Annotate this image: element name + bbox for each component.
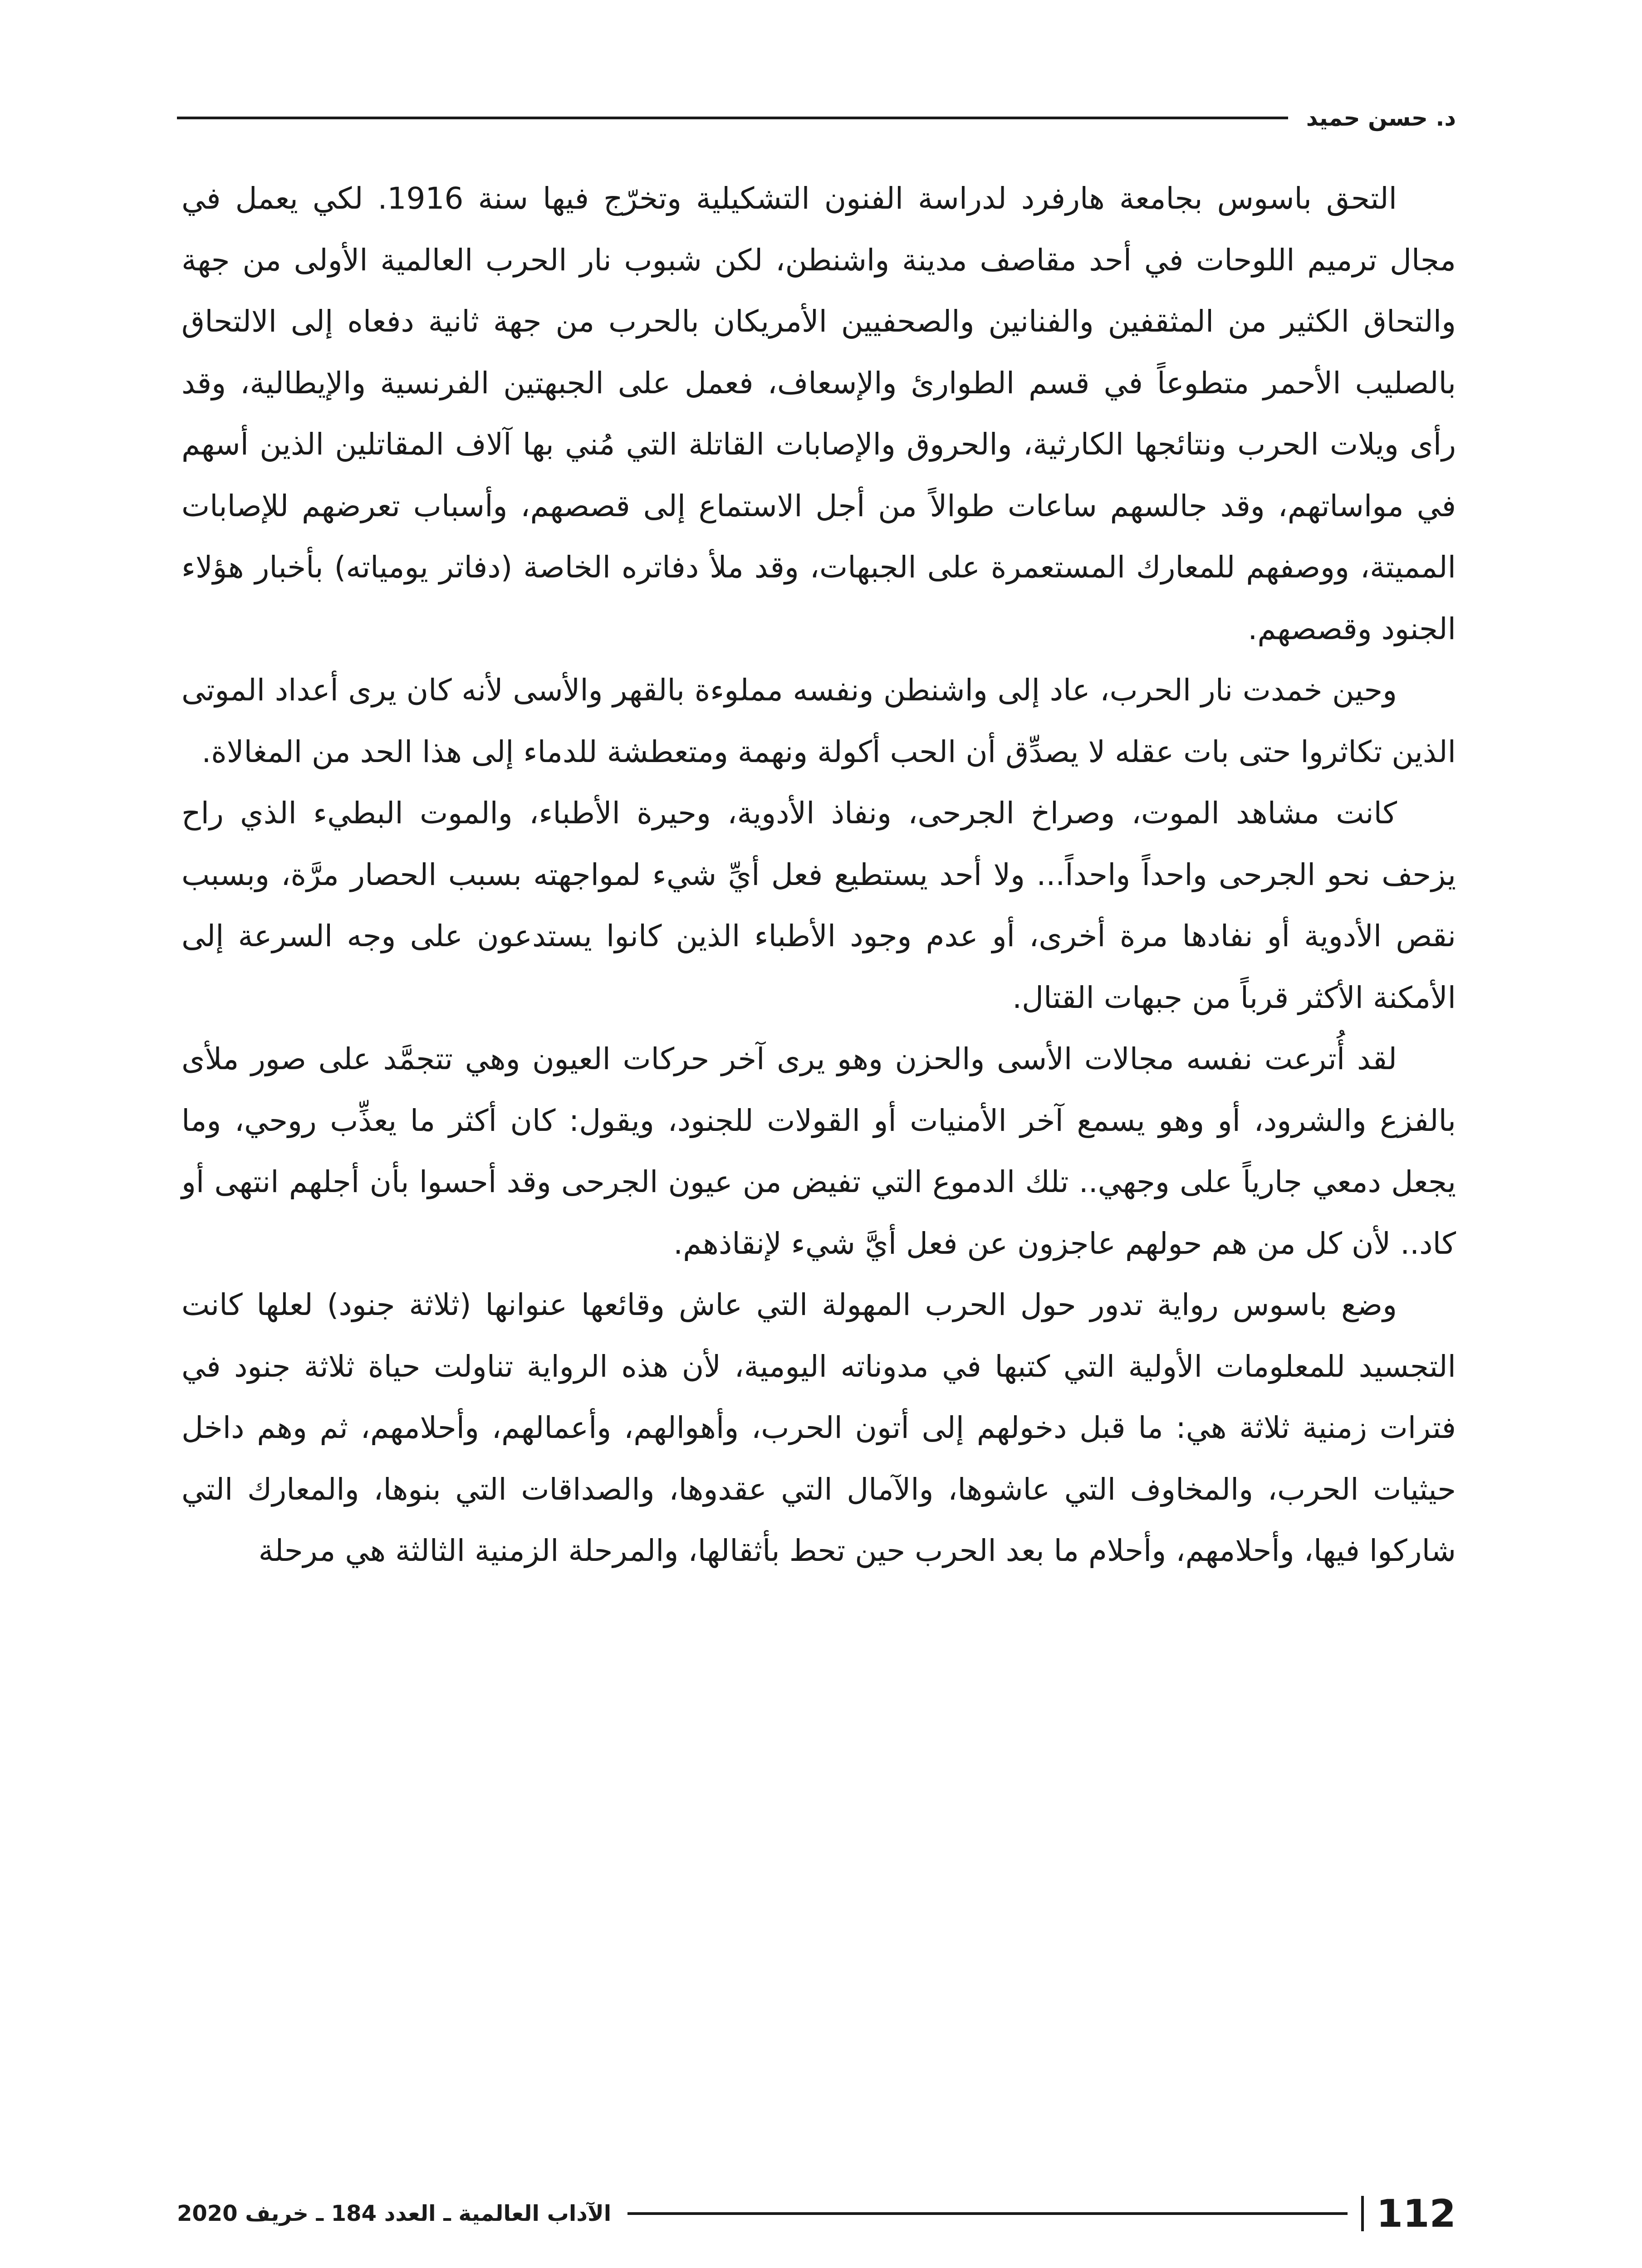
paragraph: لقد أُترعت نفسه مجالات الأسى والحزن وهو يرى آخر حركات العيون وهي تتجمَّد على صور ملأى بالفزع والشرود، أو وهو يسمع آخر الأمنيات أو القولات للجنود، ويقول: كان أكثر ما يعذِّب روحي، وما يجعل دمعي جارياً على وجهي.. تلك الدموع التي تفيض من عيون الجرحى وقد أحسوا بأن أجلهم انتهى أو كاد.. لأن كل من هم حولهم عاجزون عن فعل أيَّ شيء لإنقاذهم.	[181, 1041, 1456, 1261]
page-number: 112	[1376, 2191, 1456, 2236]
footer-rule	[627, 2212, 1347, 2215]
paragraph: كانت مشاهد الموت، وصراخ الجرحى، ونفاذ الأدوية، وحيرة الأطباء، والموت البطيء الذي راح يزحف نحو الجرحى واحداً واحداً... ولا أحد يستطيع فعل أيِّ شيء لمواجهته بسبب الحصار مرَّة، وبسبب نقص الأدوية أو نفادها مرة أخرى، أو عدم وجود الأطباء الذين كانوا يستدعون على وجه السرعة إلى الأمكنة الأكثر قرباً من جبهات القتال.	[181, 796, 1456, 1015]
header-author: د. حسن حميد	[1306, 105, 1456, 131]
footer-separator-bar	[1361, 2196, 1364, 2231]
paragraph: وحين خمدت نار الحرب، عاد إلى واشنطن ونفسه مملوءة بالقهر والأسى لأنه كان يرى أعداد الموتى الذين تكاثروا حتى بات عقله لا يصدِّق أن الحب أكولة ونهمة ومتعطشة للدماء إلى هذا الحد من المغالاة.	[181, 673, 1456, 769]
paragraph: وضع باسوس رواية تدور حول الحرب المهولة التي عاش وقائعها عنوانها (ثلاثة جنود) لعلها كانت التجسيد للمعلومات الأولية التي كتبها في مدوناته اليومية، لأن هذه الرواية تناولت حياة ثلاثة جنود في فترات زمنية ثلاثة هي: ما قبل دخولهم إلى أتون الحرب، وأهوالهم، وأعمالهم، وأحلامهم، ثم وهم داخل حيثيات الحرب، والمخاوف التي عاشوها، والآمال التي عقدوها، والصداقات التي بنوها، والمعارك التي شاركوا فيها، وأحلامهم، وأحلام ما بعد الحرب حين تحط بأثقالها، والمرحلة الزمنية الثالثة هي مرحلة	[181, 1287, 1456, 1568]
page-footer	[177, 2189, 1456, 2239]
journal-issue-label: الآداب العالمية ـ العدد 184 ـ خريف 2020	[177, 2201, 612, 2226]
paragraph: التحق باسوس بجامعة هارفرد لدراسة الفنون التشكيلية وتخرّج فيها سنة 1916. لكي يعمل في مجال ترميم اللوحات في أحد مقاصف مدينة واشنطن، لكن شبوب نار الحرب العالمية الأولى من جهة والتحاق الكثير من المثقفين والفنانين والصحفيين الأمريكان بالحرب من جهة ثانية دفعاه إلى الالتحاق بالصليب الأحمر متطوعاً في قسم الطوارئ والإسعاف، فعمل على الجبهتين الفرنسية والإيطالية، وقد رأى ويلات الحرب ونتائجها الكارثية، والحروق والإصابات القاتلة التي مُني بها آلاف المقاتلين الذين أسهم في مواساتهم، وقد جالسهم ساعات طوالاً من أجل الاستماع إلى قصصهم، وأسباب تعرضهم للإصابات المميتة، ووصفهم للمعارك المستعمرة على الجبهات، وقد ملأ دفاتره الخاصة (دفاتر يومياته) بأخبار هؤلاء الجنود وقصصهم.	[181, 181, 1456, 646]
header-rule	[177, 117, 1288, 119]
running-header	[177, 98, 1456, 138]
article-body	[181, 168, 1456, 1582]
